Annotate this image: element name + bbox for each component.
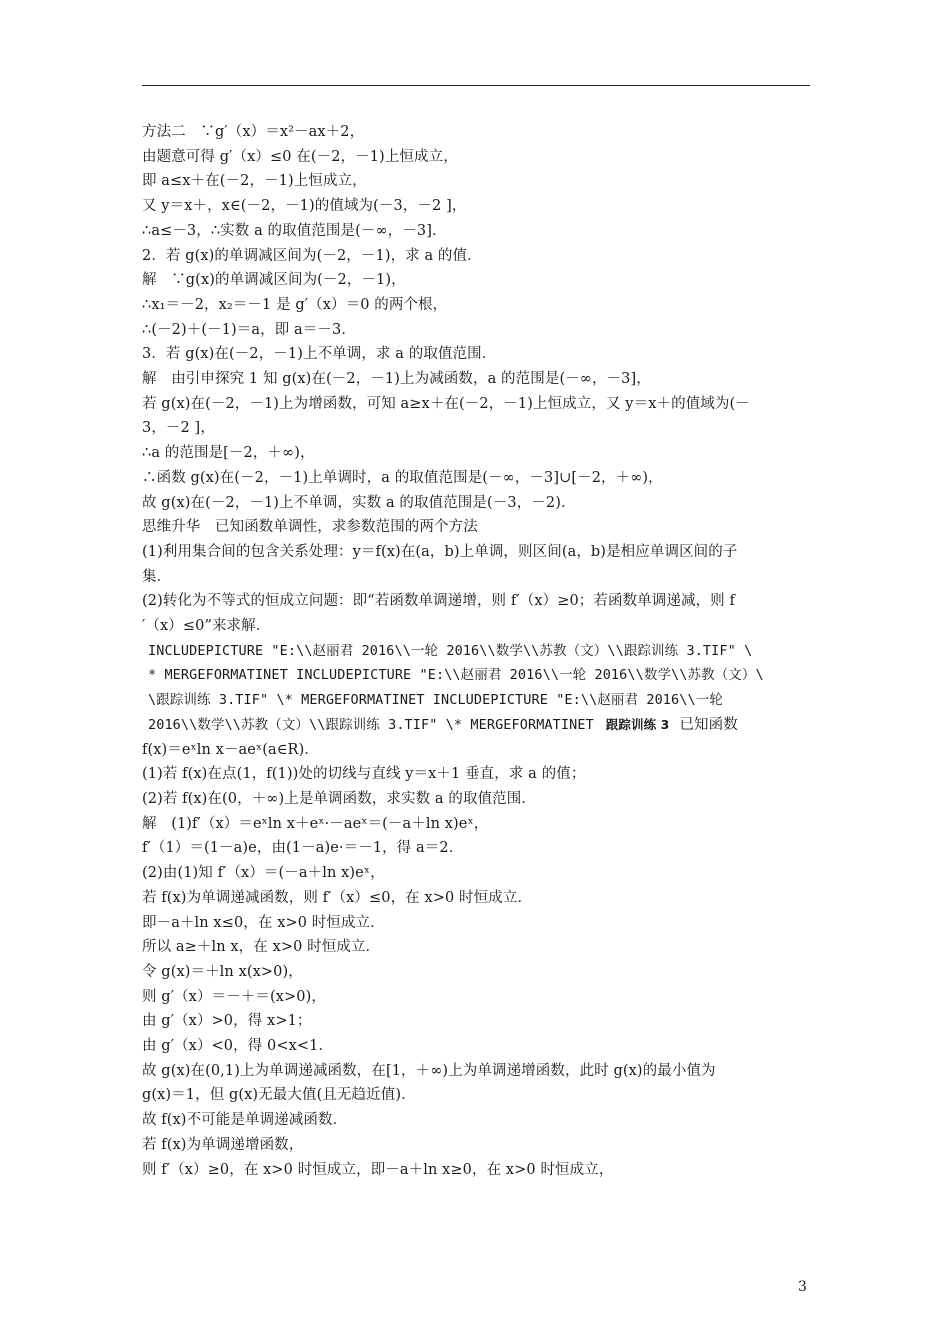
question-3: 3．若 g(x)在(－2，－1)上不单调，求 a 的取值范围． (142, 346, 497, 363)
text-line: ∴a≤－3，∴实数 a 的取值范围是(－∞，－3]． (142, 222, 447, 239)
header-rule (142, 85, 810, 86)
summary-heading: 思维升华 已知函数单调性，求参数范围的两个方法 (142, 519, 478, 536)
text-line: 则 g′（x）＝－＋＝(x>0)， (142, 988, 326, 1005)
text-line: ∴x₁＝－2，x₂＝－1 是 g′（x）＝0 的两个根， (142, 296, 448, 313)
include-field-code-text: 2016\\数学\\苏教（文）\\跟踪训练 3.TIF" \* MERGEFORMATINET (148, 716, 594, 733)
text-line: 故 g(x)在(－2，－1)上不单调，实数 a 的取值范围是(－3，－2)． (142, 494, 576, 511)
text-line: (2)转化为不等式的恒成立问题：即“若函数单调递增，则 f′（x）≥0；若函数单调递减，则 f (142, 593, 735, 610)
tracking-exercise-badge: 跟踪训练 3 (605, 716, 670, 732)
text-line: 由题意可得 g′（x）≤0 在(－2，－1)上恒成立， (142, 148, 458, 165)
include-field-code-last (142, 713, 812, 738)
page-number: 3 (798, 1279, 807, 1295)
text-line: (2)由(1)知 f′（x）＝(－a＋ln x)eˣ， (142, 865, 385, 882)
text-line: 若 g(x)在(－2，－1)上为增函数，可知 a≥x＋在(－2，－1)上恒成立，又 y＝x＋的值域为(－ (142, 395, 750, 412)
text-line: ∴函数 g(x)在(－2，－1)上单调时，a 的取值范围是(－∞，－3]∪[－2，＋∞)， (142, 469, 663, 486)
include-field-code: * MERGEFORMATINET INCLUDEPICTURE "E:\\赵丽君 2016\\一轮 2016\\数学\\苏教（文）\ (148, 667, 764, 684)
text-line: (1)利用集合间的包含关系处理：y＝f(x)在(a，b)上单调，则区间(a，b)是相应单调区间的子 (142, 543, 738, 560)
text-line: 故 f(x)不可能是单调递减函数． (142, 1112, 348, 1129)
text-line: (2)若 f(x)在(0，＋∞)上是单调函数，求实数 a 的取值范围． (142, 790, 536, 807)
include-field-code: \跟踪训练 3.TIF" \* MERGEFORMATINET INCLUDEPICTURE "E:\\赵丽君 2016\\一轮 (148, 692, 723, 709)
text-line: (1)若 f(x)在点(1，f(1))处的切线与直线 y＝x＋1 垂直，求 a 的值； (142, 766, 586, 783)
text-line: 故 g(x)在(0,1)上为单调递减函数，在[1，＋∞)上为单调递增函数，此时 g(x)的最小值为 (142, 1062, 716, 1079)
question-2: 2．若 g(x)的单调减区间为(－2，－1)，求 a 的值． (142, 247, 482, 264)
text-line: 即－a＋ln x≤0，在 x>0 时恒成立． (142, 914, 385, 931)
text-line: 则 f′（x）≥0，在 x>0 时恒成立，即－a＋ln x≥0，在 x>0 时恒成立， (142, 1161, 614, 1178)
text-line: ∴a 的范围是[－2，＋∞)， (142, 445, 315, 462)
text-line: 3，－2 ]， (142, 420, 215, 437)
text-line: f′（1）＝(1－a)e，由(1－a)e·＝－1，得 a＝2． (142, 840, 464, 857)
text-line: 令 g(x)＝＋ln x(x>0)， (142, 963, 303, 980)
text-line: 方法二 ∵g′（x）＝x²－ax＋2， (142, 124, 365, 140)
text-line: ∴(－2)＋(－1)＝a，即 a＝－3． (142, 321, 356, 338)
text-line: 又 y＝x＋，x∈(－2，－1)的值域为(－3，－2 ]， (142, 198, 467, 215)
text-line: 集． (142, 568, 172, 585)
exercise-intro: 已知函数 (679, 716, 738, 733)
text-line: 即 a≤x＋在(－2，－1)上恒成立， (142, 173, 367, 190)
text-line: 解 (1)f′（x）＝eˣln x＋eˣ·－aeˣ＝(－a＋ln x)eˣ， (142, 815, 489, 832)
document-body (142, 120, 812, 1182)
text-line: f(x)＝eˣln x－aeˣ(a∈R)． (142, 741, 319, 758)
text-line: 若 f(x)为单调递增函数， (142, 1136, 304, 1153)
text-line: 所以 a≥＋ln x，在 x>0 时恒成立． (142, 939, 381, 956)
text-line: 由 g′（x）>0，得 x>1； (142, 1013, 312, 1030)
include-field-code: INCLUDEPICTURE "E:\\赵丽君 2016\\一轮 2016\\数学\\苏教（文）\\跟踪训练 3.TIF" \ (148, 642, 753, 659)
text-line: 由 g′（x）<0，得 0<x<1． (142, 1038, 334, 1055)
text-line: 解 由引申探究 1 知 g(x)在(－2，－1)上为减函数，a 的范围是(－∞，－3]， (142, 371, 651, 388)
text-line: g(x)＝1，但 g(x)无最大值(且无趋近值)． (142, 1087, 416, 1104)
text-line: 解 ∵g(x)的单调减区间为(－2，－1)， (142, 272, 406, 289)
text-line: ′（x）≤0”来求解． (142, 618, 271, 635)
text-line: 若 f(x)为单调递减函数，则 f′（x）≤0，在 x>0 时恒成立． (142, 889, 533, 906)
